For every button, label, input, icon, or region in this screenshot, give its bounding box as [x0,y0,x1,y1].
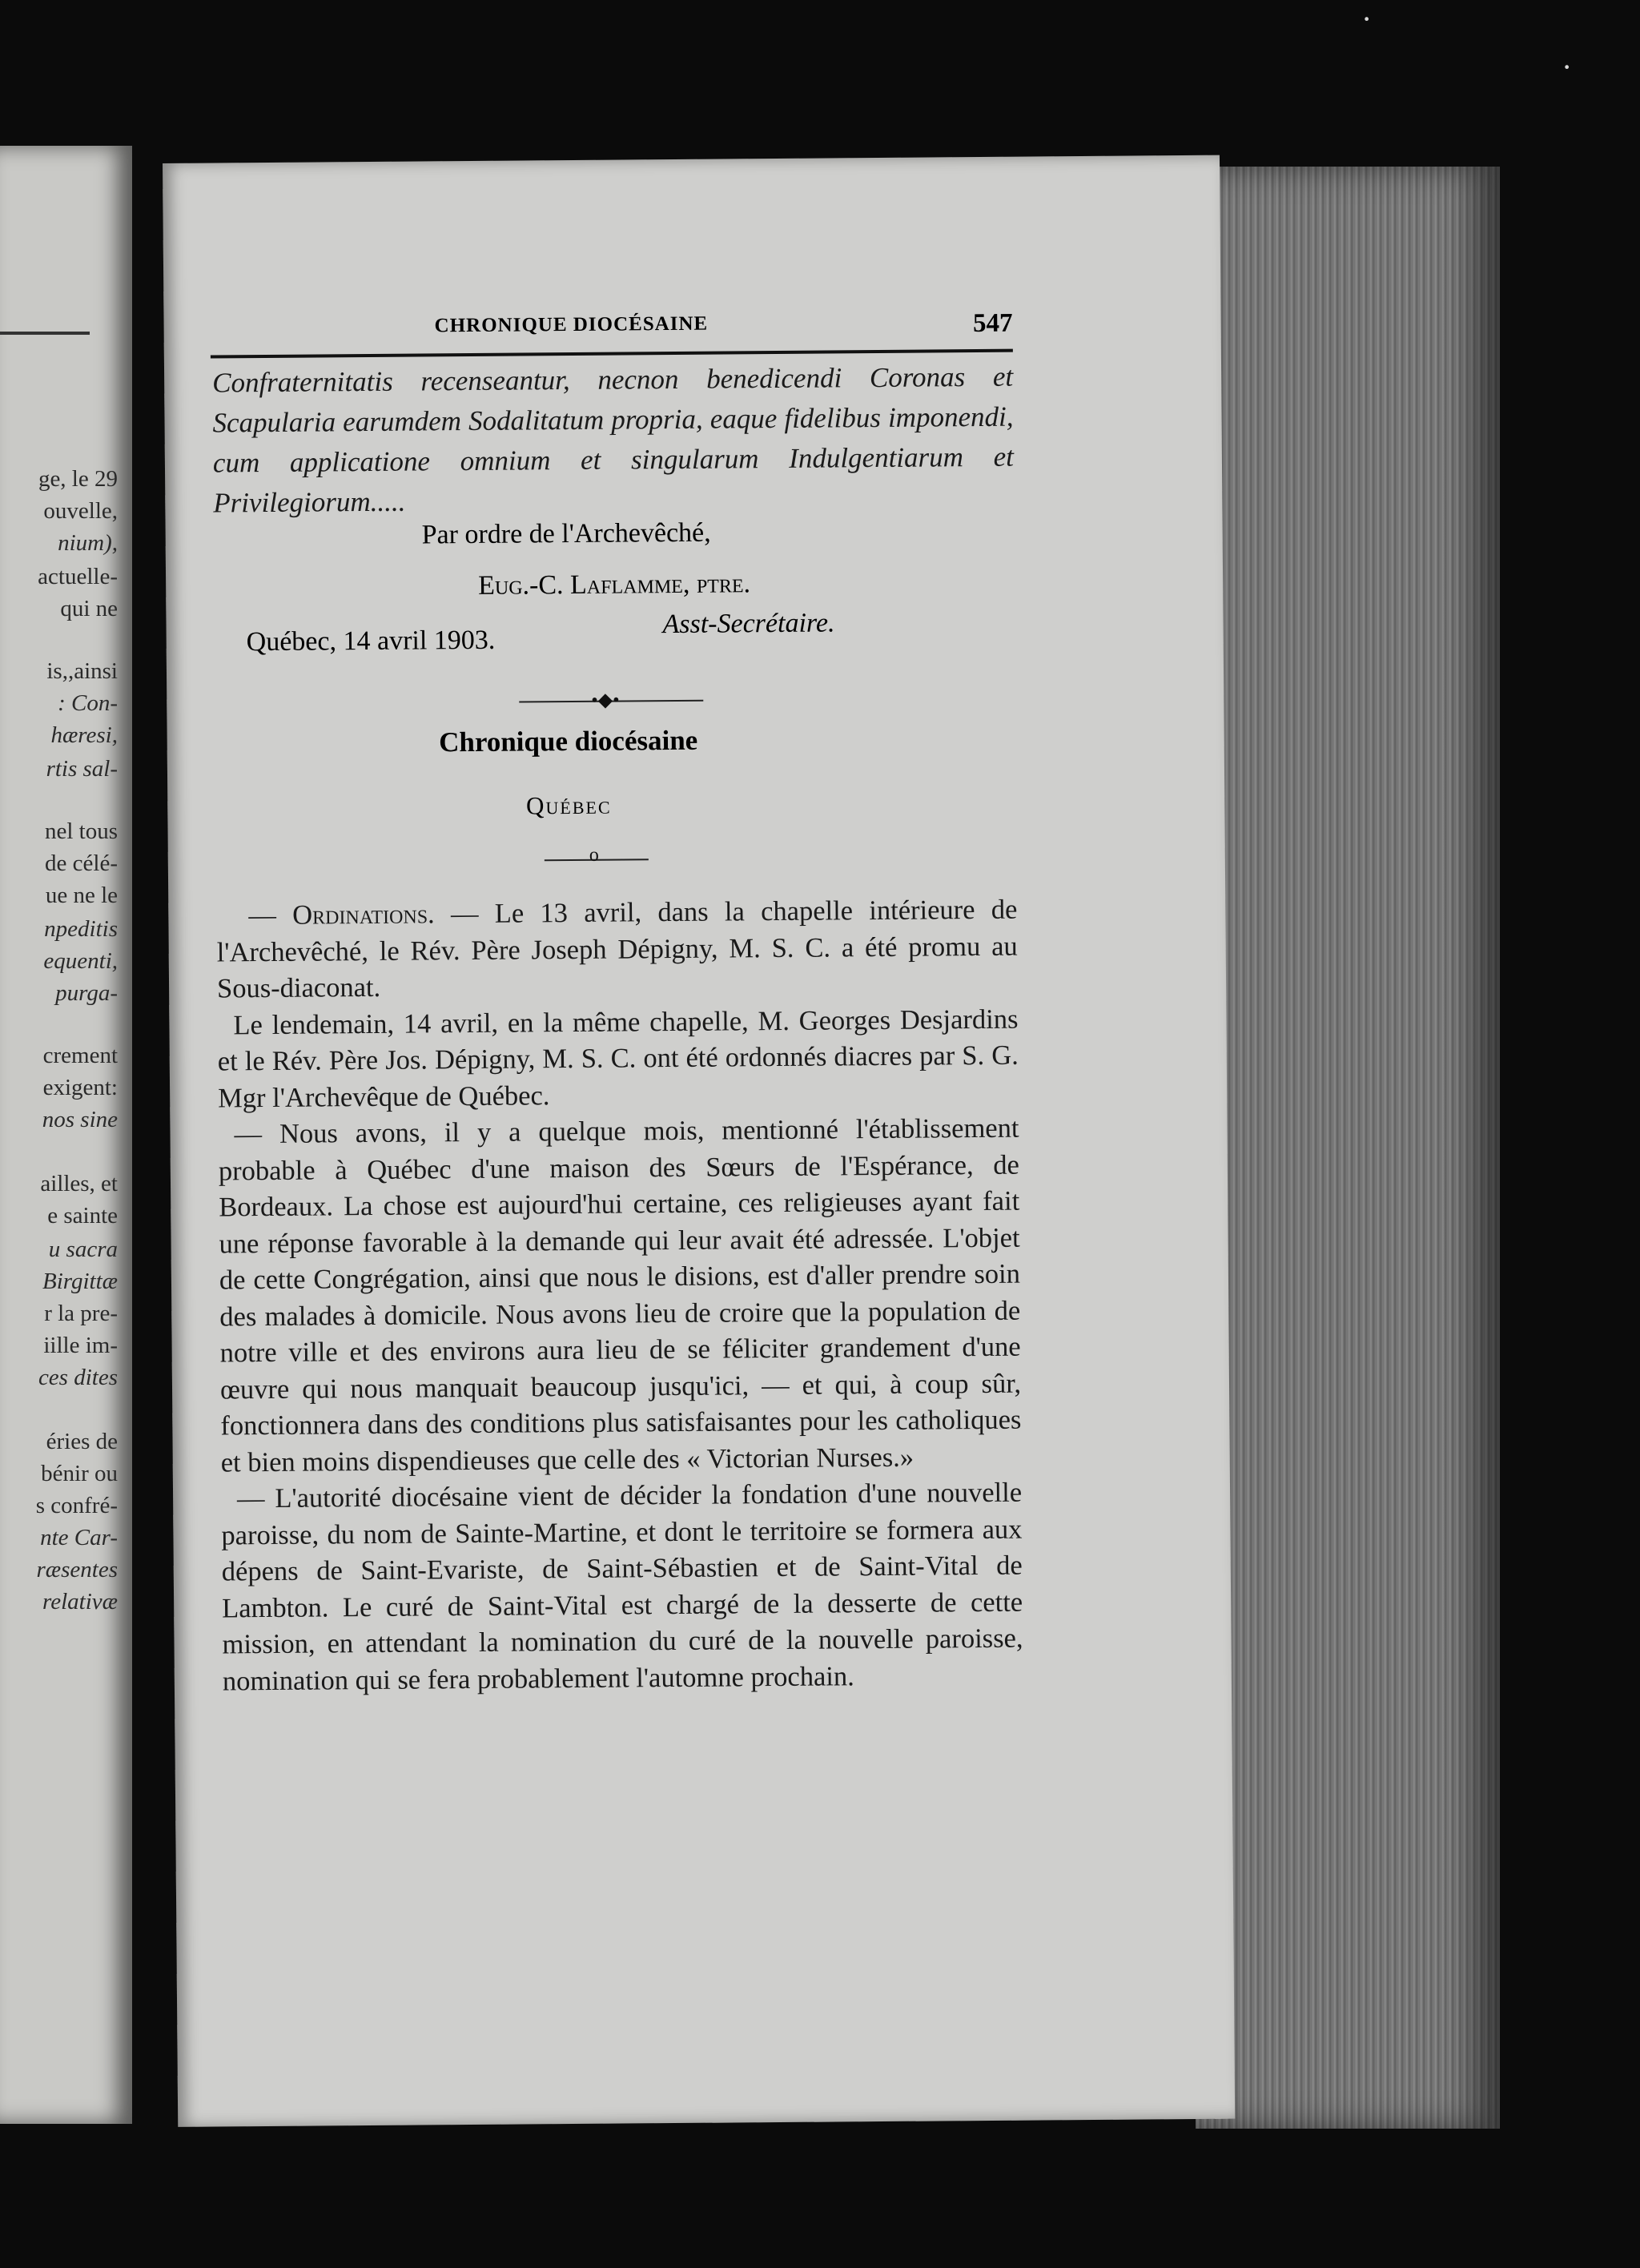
section-subtitle: Québec [525,790,612,820]
left-page-line: : Con- [58,690,118,716]
left-page-line: iille im- [43,1333,118,1358]
ornament-mark: •◆• [591,690,620,711]
left-page-line: nium), [58,530,118,556]
left-page-line: ge, le 29 [38,466,118,492]
left-page-line: hæresi, [50,722,118,748]
latin-quotation: Confraternitatis recenseantur, necnon benedicendi Coronas et Scapularia earumdem Sodalitatum propria, eaque fidelibus imponendi, cum applicatione omnium et singularum Indulgentiarum et Privilegiorum..... [212,360,1015,519]
left-page-line: is,,ainsi [46,658,118,684]
left-page-line: npeditis [44,916,118,942]
left-page-line: r la pre- [44,1301,118,1326]
article-body [216,892,1023,1700]
signatory-title: Asst-Secrétaire. [662,608,835,640]
paragraph-lead: — Ordinations. [248,899,435,931]
left-page-line: e sainte [47,1203,118,1228]
left-page-line: nte Car- [40,1525,118,1550]
left-page-header-rule [0,332,90,335]
place-date: Québec, 14 avril 1903. [246,625,496,657]
left-page-line: Birgittæ [42,1269,118,1294]
paragraph [221,1475,1023,1700]
left-page-line: rtis sal- [46,756,118,782]
running-title: CHRONIQUE DIOCÉSAINE [434,312,709,337]
left-page-line: exigent: [42,1075,118,1100]
paragraph [218,1111,1022,1482]
paragraph [216,892,1018,1007]
left-page-line: nos sine [42,1107,118,1132]
left-page-line: relativæ [42,1589,118,1615]
left-page-line: ailles, et [40,1171,118,1196]
signatory-name: Eug.-C. Laflamme, ptre. [478,569,751,601]
left-page-line: equenti, [43,948,118,974]
paragraph-text: — Le 13 avril, dans la chapelle intérieure de l'Archevêché, le Rév. Père Joseph Dépigny, M. S. C. a été promu au Sous-diaconat. [216,894,1018,1004]
left-page-line: qui ne [60,596,118,621]
left-page-line: éries de [46,1429,118,1454]
order-line: Par ordre de l'Archevêché, [421,517,711,550]
left-page-line: ræsentes [36,1557,118,1582]
left-page-line: purga- [55,980,118,1006]
paragraph [217,1001,1019,1116]
left-page-fragment [0,146,132,2124]
running-header [210,309,1012,359]
left-page-line: ces dites [38,1365,118,1390]
page-number: 547 [972,308,1013,339]
left-page-line: bénir ou [41,1461,118,1486]
scan-dust: · [1361,1,1373,37]
left-page-line: u sacra [48,1237,118,1262]
paragraph-text: Le lendemain, 14 avril, en la même chapelle, M. Georges Desjardins et le Rév. Père Jos. Dépigny, M. S. C. ont été ordonnés diacres par S. G. Mgr l'Archevêque de Québec. [217,1003,1019,1113]
book-page [163,155,1235,2127]
left-page-line: de célé- [45,850,118,876]
left-page-line: ue ne le [45,883,118,908]
left-page-line: nel tous [44,818,118,844]
scan-dust: · [1562,49,1573,85]
left-page-line: actuelle- [38,564,118,589]
book-page-edge [1196,167,1500,2129]
left-page-line: s confré- [35,1493,118,1518]
section-title: Chronique diocésaine [438,724,698,758]
left-page-line: crement [42,1043,118,1068]
ornament-mark: o [589,844,599,866]
paragraph-text: — Nous avons, il y a quelque mois, mentionné l'établissement probable à Québec d'une maison des Sœurs de l'Espérance, de Bordeaux. La chose est aujourd'hui certaine, ces religieuses ayant fait une réponse favorable à la demande qui leur avait été adressée. L'objet de cette Congrégation, ainsi que nous le disions, est d'aller prendre soin des malades à domicile. Nous avons lieu de croire que la population de notre ville et des environs aura lieu de se féliciter grandement d'une œuvre qui nous manquait beaucoup jusqu'ici, — et qui, à coup sûr, fonctionnera dans des conditions plus satisfaisantes pour les catholiques et bien moins dispendieuses que celle des « Victorian Nurses.» [218,1112,1022,1478]
paragraph-text: — L'autorité diocésaine vient de décider la fondation d'une nouvelle paroisse, du nom de Sainte-Martine, et dont le territoire se formera aux dépens de Saint-Evariste, de Saint-Sébastien et de Saint-Vital de Lambton. Le curé de Saint-Vital est chargé de la desserte de cette mission, en attendant la nomination du curé de la nouvelle paroisse, nomination qui se fera probablement l'automne prochain. [221,1477,1023,1696]
left-page-line: ouvelle, [43,498,118,524]
